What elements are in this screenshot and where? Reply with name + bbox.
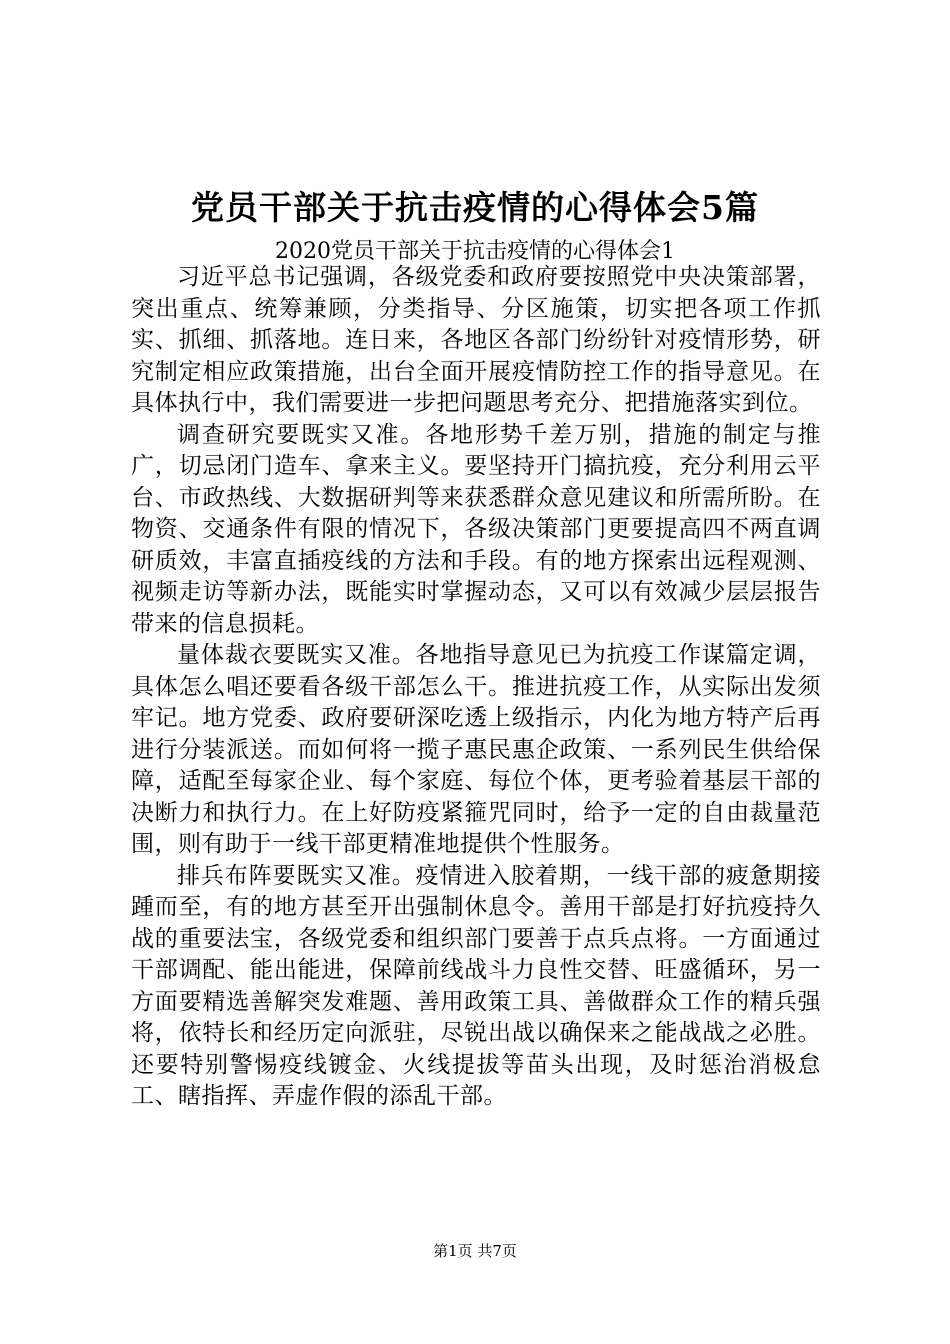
paragraph: 排兵布阵要既实又准。疫情进入胶着期，一线干部的疲惫期接踵而至，有的地方甚至开出强制休息令。善用干部是打好抗疫持久战的重要法宝，各级党委和组织部门要善于点兵点将。一方面通过干部调配、能出能进，保障前线战斗力良性交替、旺盛循环，另一方面要精选善解突发难题、善用政策工具、善做群众工作的精兵强将，依特长和经历定向派驻，尽锐出战以确保来之能战战之必胜。还要特别警惕疫线镀金、火线提拔等苗头出现，及时惩治消极怠工、瞎指挥、弄虚作假的添乱干部。 <box>131 862 821 1109</box>
document-body <box>131 262 821 1113</box>
document-subtitle: 2020党员干部关于抗击疫情的心得体会1 <box>275 239 675 264</box>
document-title: 党员干部关于抗击疫情的心得体会5篇 <box>191 188 759 227</box>
paragraph: 习近平总书记强调，各级党委和政府要按照党中央决策部署，突出重点、统筹兼顾，分类指导、分区施策，切实把各项工作抓实、抓细、抓落地。连日来，各地区各部门纷纷针对疫情形势，研究制定相应政策措施，出台全面开展疫情防控工作的指导意见。在具体执行中，我们需要进一步把问题思考充分、把措施落实到位。 <box>131 264 821 416</box>
paragraph: 调查研究要既实又准。各地形势千差万别，措施的制定与推广，切忌闭门造车、拿来主义。要坚持开门搞抗疫，充分利用云平台、市政热线、大数据研判等来获悉群众意见建议和所需所盼。在物资、交通条件有限的情况下，各级决策部门更要提高四不两直调研质效，丰富直插疫线的方法和手段。有的地方探索出远程观测、视频走访等新办法，既能实时掌握动态，又可以有效减少层层报告带来的信息损耗。 <box>131 421 821 637</box>
page-footer: 第1页 共7页 <box>433 1242 517 1260</box>
paragraph: 量体裁衣要既实又准。各地指导意见已为抗疫工作谋篇定调，具体怎么唱还要看各级干部怎么干。推进抗疫工作，从实际出发须牢记。地方党委、政府要研深吃透上级指示，内化为地方特产后再进行分装派送。而如何将一揽子惠民惠企政策、一系列民生供给保障，适配至每家企业、每个家庭、每位个体，更考验着基层干部的决断力和执行力。在上好防疫紧箍咒同时，给予一定的自由裁量范围，则有助于一线干部更精准地提供个性服务。 <box>131 642 821 857</box>
